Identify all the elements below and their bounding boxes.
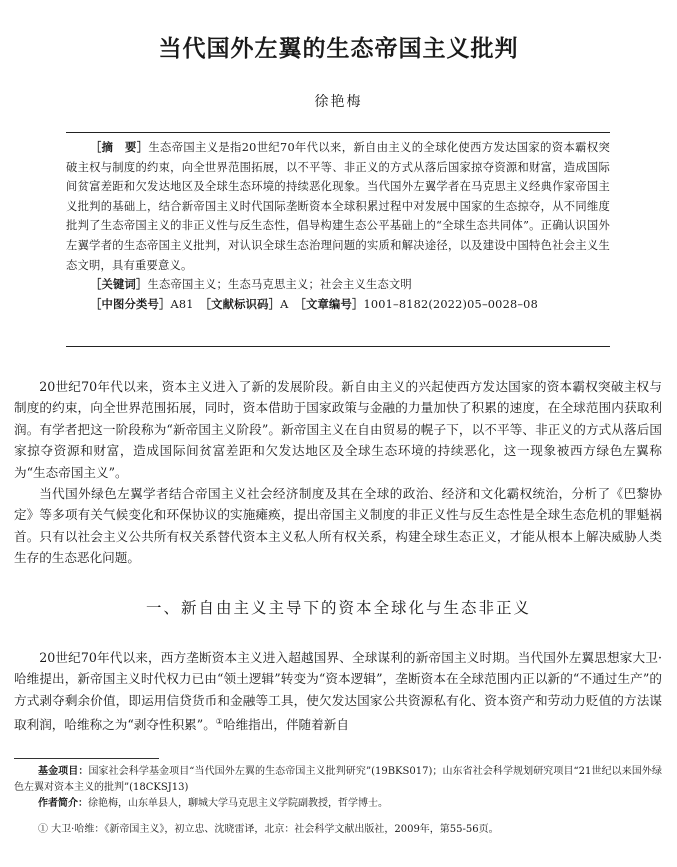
keywords-label: ［关键词］: [90, 278, 148, 292]
abstract-bottom-rule: [66, 346, 610, 347]
intro-paragraph-2: 当代国外绿色左翼学者结合帝国主义社会经济制度及其在全球的政治、经济和文化霸权统治，分析了《巴黎协定》等多项有关气候变化和环保协议的实施瘫痪，提出帝国主义制度的非正义性与反生态性是全球生态危机的罪魁祸首。只有以社会主义公共所有权关系替代资本主义私人所有权关系，构建全球生态正义，才能从根本上解决威胁人类生存的生态恶化问题。: [14, 486, 662, 566]
abstract-label: ［摘 要］: [90, 141, 149, 154]
abstract-top-rule: [66, 132, 610, 133]
footnote-marker: ①: [215, 717, 223, 727]
keywords-line: [66, 275, 610, 295]
intro-text: [14, 376, 662, 569]
footnote-rule: [14, 758, 159, 759]
intro-paragraph-1: 20世纪70年代以来，资本主义进入了新的发展阶段。新自由主义的兴起使西方发达国家的资本霸权突破主权与制度的约束，向全世界范围拓展，同时，资本借助于国家政策与金融的力量加快了积累的速度，在全球范围内获取利润。有学者把这一阶段称为“新帝国主义阶段”。新帝国主义在自由贸易的幌子下，以不平等、非正义的方式从落后国家掠夺资源和财富，造成国际间贫富差距和欠发达地区及全球生态环境的持续恶化，这一现象被西方绿色左翼称为“生态帝国主义”。: [14, 379, 662, 480]
fund-label: 基金项目：: [38, 766, 89, 777]
doc-code-label: ［文献标识码］: [199, 297, 281, 311]
abstract-block: [66, 138, 610, 314]
section-text: [14, 647, 662, 736]
clc-value: A81: [170, 297, 194, 311]
article-author: 徐艳梅: [314, 94, 363, 110]
author-note: [14, 796, 662, 812]
author-bio-label: 作者简介：: [38, 798, 88, 810]
footnote-1: ① 大卫·哈维：《新帝国主义》，初立忠、沈晓雷译，北京：社会科学文献出版社，2009年，第55-56页。: [38, 823, 499, 835]
doc-code-value: A: [280, 297, 289, 311]
abstract-text: 生态帝国主义是指20世纪70年代以来，新自由主义的全球化使西方发达国家的资本霸权突破主权与制度的约束，向全世界范围拓展，以不平等、非正义的方式从落后国家掠夺资源和财富，造成国际间贫富差距和欠发达地区及全球生态环境的持续恶化现象。当代国外左翼学者在马克思主义经典作家帝国主义批判的基础上，结合新帝国主义时代国际垄断资本全球积累过程中对发展中国家的生态掠夺，从不同维度批判了生态帝国主义的非正义性与反生态性，倡导构建生态公平基础上的“全球生态共同体”。正确认识国外左翼学者的生态帝国主义批判，对认识全球生态治理问题的实质和解决途径，以及建设中国特色社会主义生态文明，具有重要意义。: [66, 141, 610, 272]
classification-line: [66, 295, 610, 315]
section-paragraph-continued: 哈维指出，伴随着新自: [222, 717, 349, 733]
section-paragraph-text: 20世纪70年代以来，西方垄断资本主义进入超越国界、全球谋利的新帝国主义时期。当代国外左翼思想家大卫·哈维提出，新帝国主义时代权力已由“领土逻辑”转变为“资本逻辑”，垄断资本在全球范围内正以新的“不通过生产”的方式剥夺剩余价值，即运用信贷货币和金融等工具，使欠发达国家公共资源私有化、资本资产和劳动力贬值的方法谋取利润，哈维称之为“剥夺性积累”。: [14, 650, 662, 733]
footnotes-block: [14, 764, 662, 838]
abstract-paragraph: [66, 138, 610, 275]
fund-text: 国家社会科学基金项目“当代国外左翼的生态帝国主义批判研究”(19BKS017)；山东省社会科学规划研究项目“21世纪以来国外绿色左翼对资本主义的批判”(18CKSJ13): [14, 766, 662, 794]
author-bio-text: 徐艳梅，山东单县人，聊城大学马克思主义学院副教授，哲学博士。: [88, 798, 388, 810]
keywords-text: 生态帝国主义；生态马克思主义；社会主义生态文明: [147, 278, 412, 292]
clc-label: ［中图分类号］: [90, 297, 171, 311]
article-number-value: 1001–8182(2022)05–0028–08: [363, 297, 538, 311]
section-paragraph-1: [14, 647, 662, 736]
article-title: 当代国外左翼的生态帝国主义批判: [158, 36, 519, 62]
section-heading: 一、新自由主义主导下的资本全球化与生态非正义: [145, 599, 531, 617]
fund-note: [14, 764, 662, 796]
article-number-label: ［文章编号］: [294, 297, 364, 311]
